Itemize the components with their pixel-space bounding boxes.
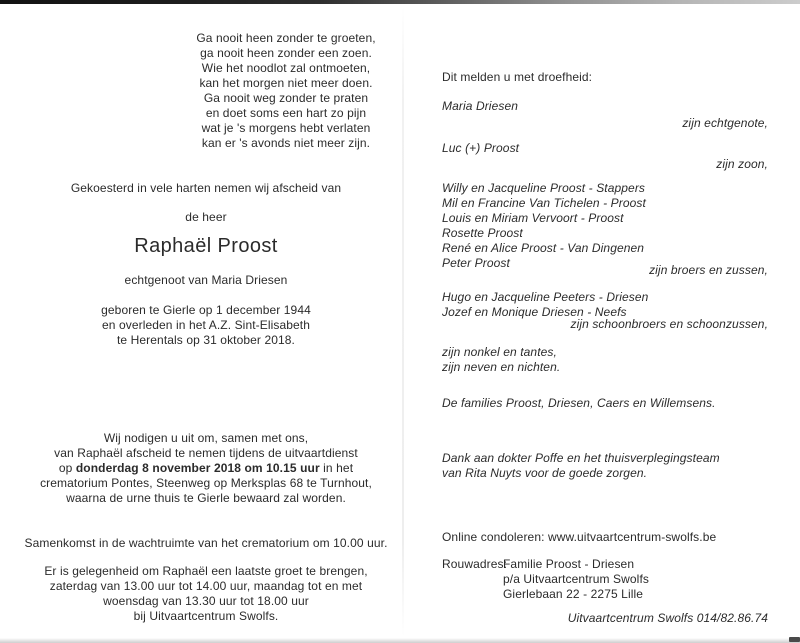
mourning-address-label: Rouwadres: xyxy=(442,557,508,571)
mourner-name: Jozef en Monique Driesen - Neefs xyxy=(442,305,627,319)
center-fold-line xyxy=(402,6,404,637)
other-relatives-line: zijn nonkel en tantes, xyxy=(442,345,557,359)
invitation-line: van Raphaël afscheid te nemen tijdens de uitvaartdienst xyxy=(54,446,358,460)
poem-line: kan het morgen niet meer doen. xyxy=(199,76,373,90)
mourning-address-line: Gierlebaan 22 - 2275 Lille xyxy=(503,587,644,601)
life-dates xyxy=(16,303,396,348)
mourner-name: René en Alice Proost - Van Dingenen xyxy=(442,241,645,255)
farewell-intro: Gekoesterd in vele harten nemen wij afscheid van xyxy=(70,181,342,195)
birth-line: geboren te Gierle op 1 december 1944 xyxy=(101,303,311,317)
mourner-name: Hugo en Jacqueline Peeters - Driesen xyxy=(442,290,649,304)
mourning-address-line: p/a Uitvaartcentrum Swolfs xyxy=(503,572,649,586)
families-line: De families Proost, Driesen, Caers en Willemsens. xyxy=(442,396,716,410)
scan-edge-bottom xyxy=(0,638,800,643)
mourner-name-list xyxy=(442,290,768,320)
other-relatives-line: zijn neven en nichten. xyxy=(442,360,561,374)
announcement-line: Dit melden u met droefheid: xyxy=(442,70,593,84)
mourning-address-line: Familie Proost - Driesen xyxy=(503,557,635,571)
mourning-address-lines xyxy=(503,557,768,602)
thanks-line: van Rita Nuyts voor de goede zorgen. xyxy=(442,466,648,480)
invitation-datetime-suffix: in het xyxy=(319,461,354,475)
invitation-datetime: donderdag 8 november 2018 om 10.15 uur xyxy=(75,461,320,475)
relation-label: zijn schoonbroers en schoonzussen, xyxy=(570,317,768,331)
invitation-datetime-line xyxy=(16,461,396,476)
spouse-line: echtgenoot van Maria Driesen xyxy=(124,273,288,287)
relation-label: zijn broers en zussen, xyxy=(649,263,768,277)
last-greeting-line: zaterdag van 13.00 uur tot 14.00 uur, maandag tot en met xyxy=(49,579,363,593)
last-greeting-line: woensdag van 13.30 uur tot 18.00 uur xyxy=(103,594,309,608)
mourner-name: Maria Driesen xyxy=(442,99,518,113)
poem-line: Ga nooit weg zonder te praten xyxy=(203,91,369,105)
poem-line: ga nooit heen zonder een zoen. xyxy=(200,46,372,60)
invitation-urn-line: waarna de urne thuis te Gierle bewaard zal worden. xyxy=(66,491,346,505)
poem-line: en doet soms een hart zo pijn xyxy=(205,106,367,120)
other-relatives xyxy=(442,345,768,375)
mourning-address xyxy=(442,557,768,602)
deceased-name: Raphaël Proost xyxy=(134,235,278,257)
death-place-line: te Herentals op 31 oktober 2018. xyxy=(117,333,295,347)
last-greeting xyxy=(16,564,396,624)
last-greeting-line: Er is gelegenheid om Raphaël een laatste groet te brengen, xyxy=(44,564,368,578)
invitation-datetime-prefix: op xyxy=(58,461,76,475)
scan-edge-top xyxy=(0,0,800,4)
invitation-location-line: crematorium Pontes, Steenweg op Merksplas 68 te Turnhout, xyxy=(40,476,372,490)
mourner-name: Rosette Proost xyxy=(442,226,523,240)
poem-line: Ga nooit heen zonder te groeten, xyxy=(196,31,376,45)
poem-line: wat je 's morgens hebt verlaten xyxy=(201,121,371,135)
thanks-line: Dank aan dokter Poffe en het thuisverplegingsteam xyxy=(442,451,720,465)
last-greeting-line: bij Uitvaartcentrum Swolfs. xyxy=(133,609,279,623)
mourner-name: Louis en Miriam Vervoort - Proost xyxy=(442,211,624,225)
mourner-name: Mil en Francine Van Tichelen - Proost xyxy=(442,196,646,210)
poem-line: kan er 's avonds niet meer zijn. xyxy=(201,136,371,150)
invitation-line: Wij nodigen u uit om, samen met ons, xyxy=(103,431,309,445)
gathering-line: Samenkomst in de wachtruimte van het crematorium om 10.00 uur. xyxy=(24,536,388,550)
poem xyxy=(193,31,379,151)
funeral-invitation xyxy=(16,431,396,506)
mourner-name: Willy en Jacqueline Proost - Stappers xyxy=(442,181,646,195)
poem-line: Wie het noodlot zal ontmoeten, xyxy=(201,61,371,75)
mourner-name-list xyxy=(442,181,768,271)
mourner-name: Peter Proost xyxy=(442,256,510,270)
death-line: en overleden in het A.Z. Sint-Elisabeth xyxy=(101,318,311,332)
thanks-note xyxy=(442,451,768,481)
relation-label: zijn echtgenote, xyxy=(682,116,768,130)
funeral-home-contact: Uitvaartcentrum Swolfs 014/82.86.74 xyxy=(567,611,768,625)
mourner-name: Luc (+) Proost xyxy=(442,141,520,155)
online-condolence-line: Online condoleren: www.uitvaartcentrum-swolfs.be xyxy=(442,530,717,544)
relation-label: zijn zoon, xyxy=(716,157,768,171)
honorific: de heer xyxy=(185,210,227,224)
scan-corner-mark xyxy=(789,637,800,642)
